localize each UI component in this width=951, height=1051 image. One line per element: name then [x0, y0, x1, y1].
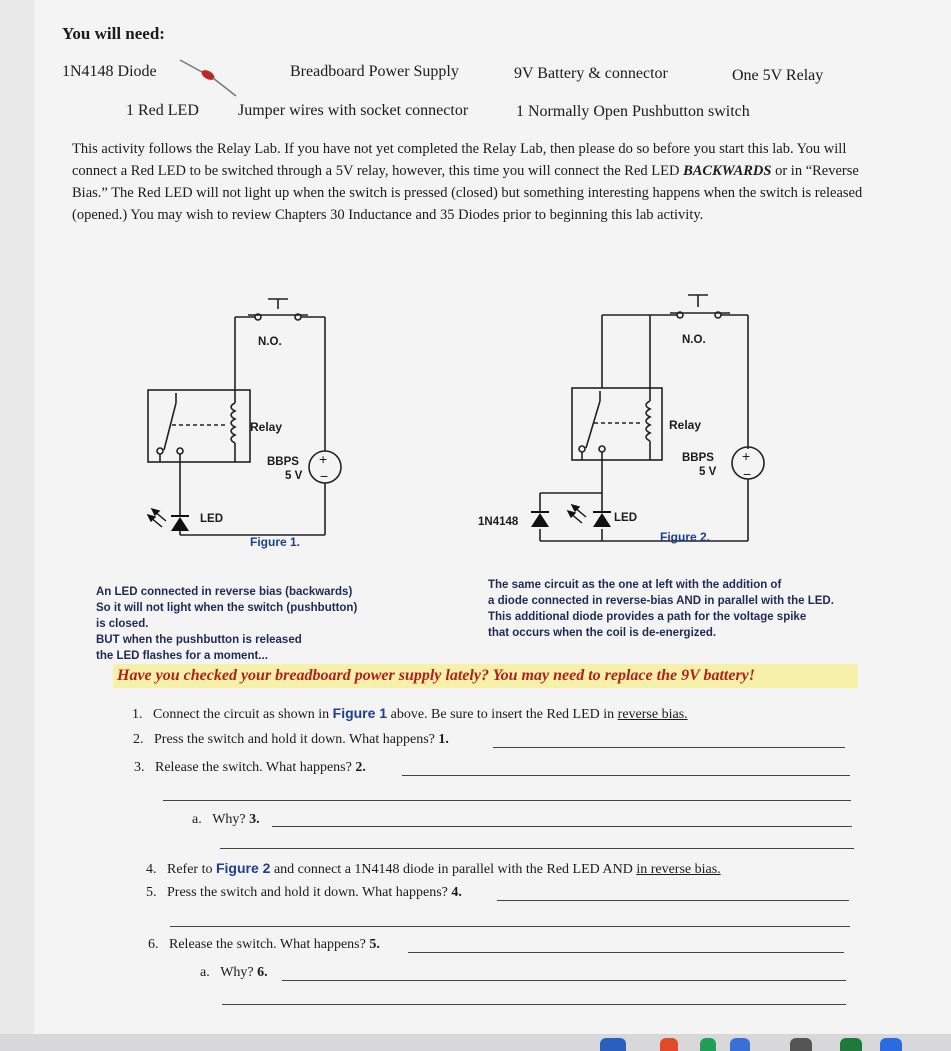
answer-2b-line[interactable]: [163, 800, 851, 801]
led2-arrows-icon: [568, 505, 586, 523]
need-switch: 1 Normally Open Pushbutton switch: [516, 103, 750, 120]
fig1-minus-icon: −: [320, 468, 329, 484]
question-6: 6. Release the switch. What happens? 5.: [148, 937, 380, 952]
answer-3b-line[interactable]: [220, 848, 854, 849]
fig1-no-label: N.O.: [258, 336, 282, 348]
need-battery: 9V Battery & connector: [514, 65, 668, 82]
app-icon[interactable]: [880, 1038, 902, 1051]
fig2-relay-label: Relay: [669, 418, 702, 432]
question-1: 1. Connect the circuit as shown in Figure 1 above. Be sure to insert the Red LED in reverse bias.: [132, 705, 688, 722]
fig2-diode-label: 1N4148: [478, 516, 519, 528]
answer-6-line[interactable]: [282, 980, 846, 981]
fig2-no-label: N.O.: [682, 334, 706, 346]
fig2-plus-icon: +: [742, 448, 751, 464]
question-3: 3. Release the switch. What happens? 2.: [134, 760, 366, 775]
intro-paragraph: This activity follows the Relay Lab. If you have not yet completed the Relay Lab, then please do so before you start this lab. You will connect a Red LED to be switched through a 5V relay, however, this time you will connect the Red LED BACKWARDS or in “Reverse Bias.” The Red LED will not light up when the switch is pressed (closed) but something interesting happens when the switch is released (opened.) You may wish to review Chapters 30 Inductance and 35 Diodes prior to beginning this lab activity.: [72, 141, 863, 223]
app-icon[interactable]: [730, 1038, 750, 1051]
answer-3-line[interactable]: [272, 826, 852, 827]
fig2-bbps-label: BBPS: [682, 452, 714, 464]
app-icon[interactable]: [840, 1038, 862, 1051]
fig2-led-label: LED: [614, 512, 637, 524]
figure-2-circuit: [520, 283, 770, 558]
question-2: 2. Press the switch and hold it down. What happens? 1.: [133, 732, 449, 747]
app-icon[interactable]: [600, 1038, 626, 1051]
battery-warning: Have you checked your breadboard power supply lately? You may need to replace the 9V battery!: [113, 664, 858, 688]
answer-6b-line[interactable]: [222, 1004, 846, 1005]
need-relay: One 5V Relay: [732, 67, 824, 84]
backwards-emphasis: BACKWARDS: [683, 163, 772, 179]
app-icon[interactable]: [700, 1038, 716, 1051]
need-bbps: Breadboard Power Supply: [290, 63, 459, 80]
app-icon[interactable]: [660, 1038, 678, 1051]
diode-photo-icon: [178, 58, 238, 98]
question-4: 4. Refer to Figure 2 and connect a 1N4148 diode in parallel with the Red LED AND in reverse bias.: [146, 860, 721, 877]
right-caption: The same circuit as the one at left with the addition of a diode connected in reverse-bias AND in parallel with the LED. This additional diode provides a path for the voltage spike that occurs when the coil is de-energized.: [488, 579, 834, 639]
answer-1-line[interactable]: [493, 747, 845, 748]
led-arrows-icon: [148, 509, 166, 527]
figure-1-caption: Figure 1.: [250, 535, 301, 549]
need-jumpers: Jumper wires with socket connector: [238, 102, 469, 119]
fig1-bbps-label: BBPS: [267, 456, 299, 468]
figure-1-ref: Figure 1: [332, 705, 388, 721]
left-caption: An LED connected in reverse bias (backwards) So it will not light when the switch (pushbutton) is closed. BUT when the pushbutton is released the LED flashes for a moment...: [96, 586, 358, 662]
answer-4-line[interactable]: [497, 900, 849, 901]
fig2-minus-icon: −: [743, 466, 752, 482]
question-6a: a. Why? 6.: [200, 965, 268, 980]
question-5: 5. Press the switch and hold it down. What happens? 4.: [146, 885, 462, 900]
fig2-volt-label: 5 V: [699, 466, 717, 478]
need-led: 1 Red LED: [126, 102, 199, 119]
answer-5-line[interactable]: [408, 952, 844, 953]
fig1-plus-icon: +: [319, 451, 328, 467]
fig1-relay-label: Relay: [250, 420, 283, 434]
app-icon[interactable]: [790, 1038, 812, 1051]
needs-heading: You will need:: [62, 24, 165, 43]
fig1-led-label: LED: [200, 513, 223, 525]
figure-2-ref: Figure 2: [215, 860, 271, 876]
answer-4b-line[interactable]: [170, 926, 850, 927]
fig1-volt-label: 5 V: [285, 470, 303, 482]
figure-2-caption: Figure 2.: [660, 530, 711, 544]
need-diode: 1N4148 Diode: [62, 63, 157, 80]
answer-2-line[interactable]: [402, 775, 850, 776]
question-3a: a. Why? 3.: [192, 812, 260, 827]
